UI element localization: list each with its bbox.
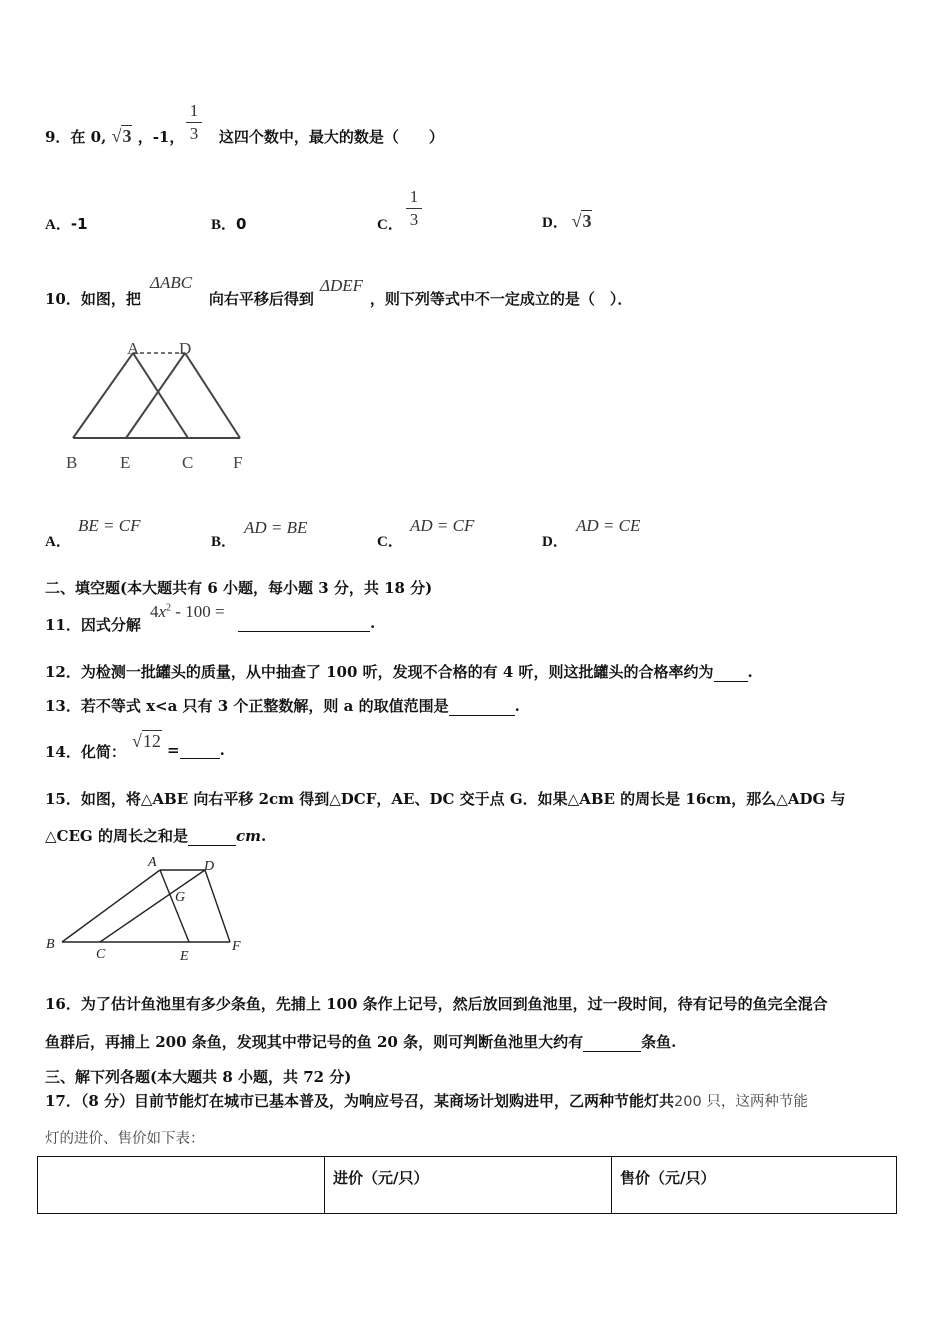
q9-prefix: 9．在 0, bbox=[45, 128, 107, 146]
table-header-price: 售价（元/只） bbox=[612, 1157, 897, 1214]
q10-option-a-expr: BE = CF bbox=[78, 516, 141, 535]
q10-option-c-letter: C． bbox=[377, 534, 403, 550]
q17-price-table bbox=[37, 1156, 897, 1214]
q10-option-b-letter: B． bbox=[211, 534, 237, 550]
q14-sqrt12: √12 bbox=[132, 731, 161, 751]
q15-line-ae bbox=[160, 870, 189, 942]
q10-option-a-letter: A． bbox=[45, 534, 71, 550]
q15-label-c: C bbox=[96, 947, 106, 962]
q15-label-e: E bbox=[180, 949, 189, 964]
q10-triangle-def: ΔDEF bbox=[320, 276, 364, 295]
q10-label-a: A bbox=[127, 339, 140, 358]
q17-line1: 17．（8 分）目前节能灯在城市已基本普及，为响应号召，某商场计划购进甲，乙两种节能灯共200 只，这两种节能 bbox=[45, 1092, 808, 1110]
q9-sqrt3: √3 bbox=[111, 126, 132, 146]
q9-option-a: A．-1 bbox=[45, 215, 88, 233]
q10-line-ac bbox=[133, 353, 188, 438]
table-row bbox=[38, 1157, 897, 1214]
q15-line2: △CEG 的周长之和是 cm. bbox=[45, 827, 267, 845]
q15-label-a: A bbox=[148, 855, 157, 870]
q9-stem bbox=[45, 126, 444, 147]
q15-line1: 15．如图，将△ABE 向右平移 2cm 得到△DCF，AE、DC 交于点 G．如果△ABE 的周长是 16cm，那么△ADG 与 bbox=[45, 790, 846, 808]
q10-label-c: C bbox=[182, 453, 194, 472]
q9-suffix: 这四个数中，最大的数是（ ） bbox=[218, 128, 444, 146]
q10-triangle-abc: ΔABC bbox=[150, 273, 193, 292]
q9-option-d-sqrt: √3 bbox=[571, 211, 592, 231]
q12-stem: 12．为检测一批罐头的质量，从中抽查了 100 听，发现不合格的有 4 听，则这批罐头的合格率约为 . bbox=[45, 663, 753, 681]
q17-line2: 灯的进价、售价如下表： bbox=[45, 1131, 205, 1147]
q9-fraction: 1 3 bbox=[186, 101, 202, 144]
q14-answer-blank: = . bbox=[167, 741, 225, 759]
q9-option-c: C． bbox=[377, 217, 403, 233]
q10-line-df bbox=[185, 353, 240, 438]
section-3-heading: 三、解下列各题(本大题共 8 小题，共 72 分) bbox=[45, 1068, 352, 1086]
q11-answer-blank: . bbox=[238, 614, 375, 632]
q9-neg-one: ，-1， bbox=[137, 128, 185, 146]
q14-stem: 14．化简： bbox=[45, 743, 126, 761]
q15-label-f: F bbox=[232, 939, 241, 954]
q9-option-d: D． √3 bbox=[542, 211, 592, 231]
q10-option-d-expr: AD = CE bbox=[576, 516, 641, 535]
q10-option-c-expr: AD = CF bbox=[410, 516, 475, 535]
q10-figure bbox=[60, 335, 260, 480]
q10-option-d-letter: D． bbox=[542, 534, 568, 550]
q16-line1: 16．为了估计鱼池里有多少条鱼，先捕上 100 条作上记号，然后放回到鱼池里，过一段时间，待有记号的鱼完全混合 bbox=[45, 995, 828, 1013]
q15-label-b: B bbox=[46, 937, 55, 952]
q15-line-ab bbox=[62, 870, 160, 942]
q10-label-d: D bbox=[179, 339, 192, 358]
q9-option-c-fraction: 1 3 bbox=[406, 187, 422, 230]
q10-label-e: E bbox=[120, 453, 131, 472]
q10-line-de bbox=[126, 353, 185, 438]
q13-stem: 13．若不等式 x<a 只有 3 个正整数解，则 a 的取值范围是 . bbox=[45, 697, 520, 715]
q15-label-g: G bbox=[175, 890, 186, 905]
q15-line-df bbox=[205, 870, 230, 942]
table-header-empty bbox=[38, 1157, 325, 1214]
q11-stem: 11．因式分解 bbox=[45, 616, 141, 634]
q11-expression: $4x^2 - 100$ = bbox=[150, 602, 225, 621]
q15-label-d: D bbox=[204, 859, 215, 874]
q15-line-dc bbox=[100, 870, 205, 942]
q10-line-ab bbox=[73, 353, 133, 438]
q10-label-f: F bbox=[233, 453, 243, 472]
section-2-heading: 二、填空题(本大题共有 6 小题，每小题 3 分，共 18 分) bbox=[45, 579, 433, 597]
q10-option-b-expr: AD = BE bbox=[244, 518, 308, 537]
q9-option-b: B．0 bbox=[211, 215, 247, 233]
table-header-cost: 进价（元/只） bbox=[325, 1157, 612, 1214]
q10-label-b: B bbox=[66, 453, 78, 472]
q10-stem: 10．如图，把 向右平移后得到 ，则下列等式中不一定成立的是（ ）． bbox=[45, 290, 633, 308]
q16-line2: 鱼群后，再捕上 200 条鱼，发现其中带记号的鱼 20 条，则可判断鱼池里大约有 条鱼. bbox=[45, 1033, 677, 1051]
q15-figure bbox=[42, 850, 252, 965]
